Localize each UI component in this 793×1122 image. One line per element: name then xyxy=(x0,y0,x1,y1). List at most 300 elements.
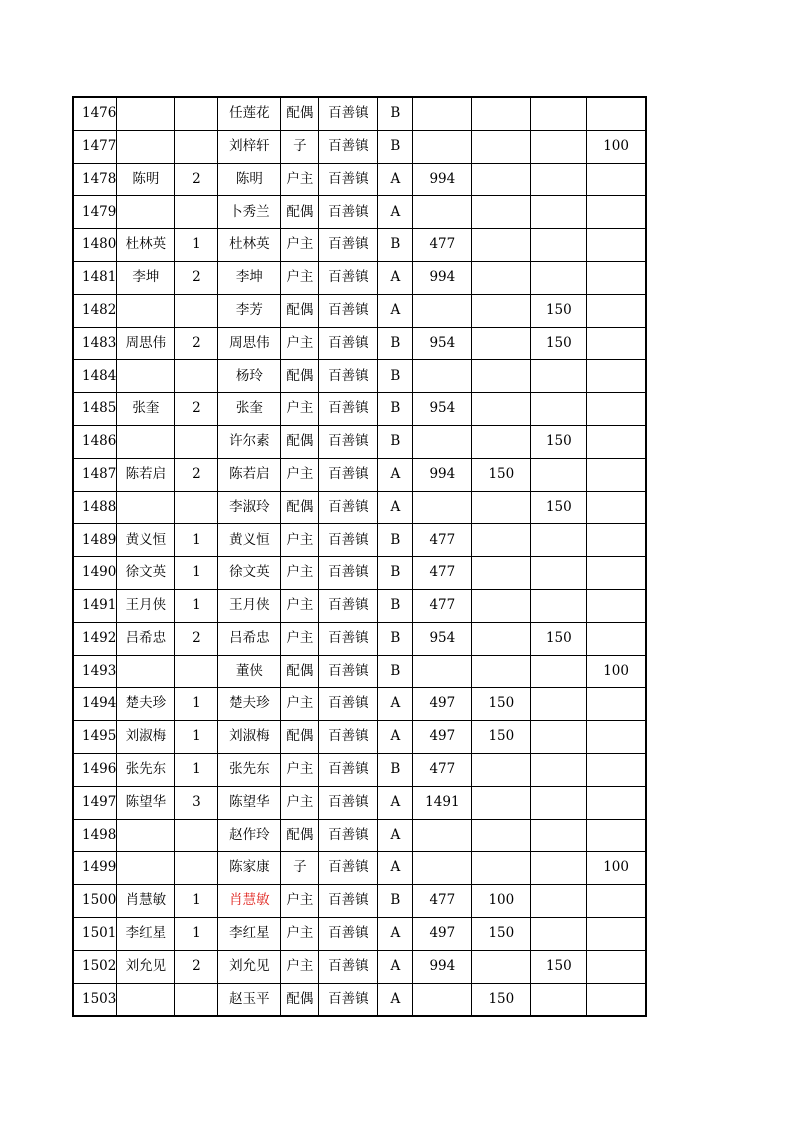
cell-town: 百善镇 xyxy=(319,130,378,163)
cell-town: 百善镇 xyxy=(319,491,378,524)
cell-relation: 配偶 xyxy=(281,294,319,327)
cell-household-size: 2 xyxy=(175,622,218,655)
cell-amount-4 xyxy=(587,557,646,590)
cell-member-name: 张奎 xyxy=(218,393,281,426)
cell-row-number: 1486 xyxy=(73,425,117,458)
cell-amount-4 xyxy=(587,425,646,458)
cell-household-head: 李红星 xyxy=(117,917,175,950)
cell-amount-1: 994 xyxy=(413,950,472,983)
cell-household-head: 楚夫珍 xyxy=(117,688,175,721)
cell-town: 百善镇 xyxy=(319,950,378,983)
cell-row-number: 1499 xyxy=(73,852,117,885)
table-row xyxy=(73,983,646,1016)
cell-household-head xyxy=(117,819,175,852)
cell-amount-4 xyxy=(587,97,646,130)
cell-grade: B xyxy=(378,622,413,655)
cell-relation: 户主 xyxy=(281,458,319,491)
cell-town: 百善镇 xyxy=(319,163,378,196)
cell-member-name: 陈若启 xyxy=(218,458,281,491)
cell-amount-2 xyxy=(472,229,531,262)
cell-amount-2: 150 xyxy=(472,458,531,491)
cell-grade: A xyxy=(378,721,413,754)
cell-amount-4 xyxy=(587,721,646,754)
cell-grade: B xyxy=(378,229,413,262)
cell-amount-4 xyxy=(587,819,646,852)
cell-town: 百善镇 xyxy=(319,97,378,130)
cell-town: 百善镇 xyxy=(319,688,378,721)
cell-household-size xyxy=(175,97,218,130)
cell-grade: A xyxy=(378,163,413,196)
cell-household-size: 1 xyxy=(175,524,218,557)
cell-row-number: 1487 xyxy=(73,458,117,491)
cell-household-head xyxy=(117,491,175,524)
cell-household-size: 2 xyxy=(175,327,218,360)
cell-relation: 户主 xyxy=(281,393,319,426)
cell-amount-2 xyxy=(472,852,531,885)
cell-household-head xyxy=(117,425,175,458)
cell-amount-1: 994 xyxy=(413,458,472,491)
cell-row-number: 1476 xyxy=(73,97,117,130)
cell-grade: A xyxy=(378,852,413,885)
cell-amount-3 xyxy=(531,885,587,918)
cell-amount-3 xyxy=(531,261,587,294)
cell-member-name: 任莲花 xyxy=(218,97,281,130)
cell-amount-2 xyxy=(472,294,531,327)
cell-relation: 户主 xyxy=(281,327,319,360)
cell-amount-2 xyxy=(472,196,531,229)
cell-relation: 配偶 xyxy=(281,819,319,852)
table-body xyxy=(73,97,646,1016)
cell-amount-3: 150 xyxy=(531,491,587,524)
cell-household-head xyxy=(117,983,175,1016)
cell-amount-2 xyxy=(472,261,531,294)
cell-amount-4 xyxy=(587,196,646,229)
cell-household-head: 刘淑梅 xyxy=(117,721,175,754)
cell-row-number: 1485 xyxy=(73,393,117,426)
cell-member-name: 杜林英 xyxy=(218,229,281,262)
cell-household-head xyxy=(117,360,175,393)
cell-amount-1 xyxy=(413,97,472,130)
cell-row-number: 1494 xyxy=(73,688,117,721)
cell-household-head: 张先东 xyxy=(117,753,175,786)
cell-town: 百善镇 xyxy=(319,819,378,852)
cell-member-name: 陈望华 xyxy=(218,786,281,819)
cell-amount-3 xyxy=(531,557,587,590)
cell-member-name: 黄义恒 xyxy=(218,524,281,557)
cell-relation: 配偶 xyxy=(281,425,319,458)
cell-amount-3 xyxy=(531,786,587,819)
cell-household-head xyxy=(117,97,175,130)
cell-household-size xyxy=(175,196,218,229)
cell-member-name: 卜秀兰 xyxy=(218,196,281,229)
cell-household-size xyxy=(175,425,218,458)
cell-household-head: 刘允见 xyxy=(117,950,175,983)
cell-household-head: 陈望华 xyxy=(117,786,175,819)
cell-amount-4: 100 xyxy=(587,130,646,163)
cell-grade: A xyxy=(378,261,413,294)
cell-amount-1 xyxy=(413,983,472,1016)
cell-grade: B xyxy=(378,524,413,557)
cell-amount-1: 954 xyxy=(413,327,472,360)
cell-amount-4 xyxy=(587,589,646,622)
cell-household-size: 1 xyxy=(175,721,218,754)
cell-row-number: 1478 xyxy=(73,163,117,196)
cell-amount-4 xyxy=(587,458,646,491)
cell-household-size: 1 xyxy=(175,229,218,262)
cell-row-number: 1498 xyxy=(73,819,117,852)
cell-amount-4 xyxy=(587,261,646,294)
cell-grade: B xyxy=(378,425,413,458)
cell-amount-2 xyxy=(472,524,531,557)
table-row xyxy=(73,130,646,163)
cell-town: 百善镇 xyxy=(319,294,378,327)
cell-amount-4 xyxy=(587,393,646,426)
cell-town: 百善镇 xyxy=(319,622,378,655)
cell-household-head: 周思伟 xyxy=(117,327,175,360)
cell-town: 百善镇 xyxy=(319,327,378,360)
cell-amount-3 xyxy=(531,360,587,393)
cell-amount-1: 954 xyxy=(413,622,472,655)
cell-row-number: 1500 xyxy=(73,885,117,918)
cell-row-number: 1503 xyxy=(73,983,117,1016)
cell-household-head: 陈明 xyxy=(117,163,175,196)
table-row xyxy=(73,458,646,491)
cell-amount-3 xyxy=(531,589,587,622)
cell-row-number: 1493 xyxy=(73,655,117,688)
cell-member-name: 刘淑梅 xyxy=(218,721,281,754)
cell-member-name: 陈家康 xyxy=(218,852,281,885)
cell-amount-2 xyxy=(472,819,531,852)
cell-household-size: 1 xyxy=(175,557,218,590)
cell-amount-4 xyxy=(587,360,646,393)
cell-household-head: 张奎 xyxy=(117,393,175,426)
cell-grade: A xyxy=(378,786,413,819)
cell-amount-4 xyxy=(587,786,646,819)
cell-amount-2 xyxy=(472,557,531,590)
cell-grade: B xyxy=(378,360,413,393)
cell-amount-2: 100 xyxy=(472,885,531,918)
cell-household-size xyxy=(175,655,218,688)
table-row xyxy=(73,524,646,557)
cell-member-name: 楚夫珍 xyxy=(218,688,281,721)
cell-row-number: 1497 xyxy=(73,786,117,819)
cell-household-head xyxy=(117,196,175,229)
cell-amount-1 xyxy=(413,425,472,458)
table-row xyxy=(73,688,646,721)
cell-amount-4: 100 xyxy=(587,852,646,885)
cell-amount-2 xyxy=(472,360,531,393)
cell-member-name: 张先东 xyxy=(218,753,281,786)
cell-amount-3 xyxy=(531,196,587,229)
cell-row-number: 1484 xyxy=(73,360,117,393)
cell-relation: 户主 xyxy=(281,229,319,262)
table-row xyxy=(73,655,646,688)
cell-household-head xyxy=(117,655,175,688)
cell-relation: 户主 xyxy=(281,917,319,950)
cell-amount-3 xyxy=(531,229,587,262)
cell-household-head: 杜林英 xyxy=(117,229,175,262)
cell-row-number: 1477 xyxy=(73,130,117,163)
cell-grade: B xyxy=(378,97,413,130)
cell-household-size: 1 xyxy=(175,589,218,622)
cell-grade: B xyxy=(378,885,413,918)
cell-member-name: 李红星 xyxy=(218,917,281,950)
cell-amount-2 xyxy=(472,163,531,196)
table-row xyxy=(73,819,646,852)
cell-member-name: 杨玲 xyxy=(218,360,281,393)
cell-amount-4 xyxy=(587,950,646,983)
cell-amount-1: 994 xyxy=(413,261,472,294)
cell-town: 百善镇 xyxy=(319,229,378,262)
cell-amount-1 xyxy=(413,196,472,229)
table-row xyxy=(73,753,646,786)
cell-grade: A xyxy=(378,294,413,327)
cell-relation: 户主 xyxy=(281,950,319,983)
cell-amount-2 xyxy=(472,655,531,688)
cell-amount-1 xyxy=(413,819,472,852)
cell-row-number: 1501 xyxy=(73,917,117,950)
cell-household-size xyxy=(175,852,218,885)
cell-relation: 户主 xyxy=(281,261,319,294)
cell-relation: 户主 xyxy=(281,622,319,655)
cell-town: 百善镇 xyxy=(319,196,378,229)
cell-amount-4 xyxy=(587,163,646,196)
cell-row-number: 1502 xyxy=(73,950,117,983)
cell-amount-1 xyxy=(413,294,472,327)
cell-amount-1 xyxy=(413,491,472,524)
cell-amount-1: 1491 xyxy=(413,786,472,819)
cell-town: 百善镇 xyxy=(319,852,378,885)
cell-relation: 户主 xyxy=(281,885,319,918)
cell-amount-3 xyxy=(531,852,587,885)
cell-amount-4 xyxy=(587,491,646,524)
cell-relation: 子 xyxy=(281,130,319,163)
cell-row-number: 1490 xyxy=(73,557,117,590)
cell-relation: 配偶 xyxy=(281,491,319,524)
cell-relation: 户主 xyxy=(281,688,319,721)
cell-household-size xyxy=(175,983,218,1016)
cell-amount-4 xyxy=(587,885,646,918)
cell-relation: 配偶 xyxy=(281,721,319,754)
cell-member-name: 刘梓轩 xyxy=(218,130,281,163)
cell-household-size: 2 xyxy=(175,950,218,983)
cell-relation: 配偶 xyxy=(281,196,319,229)
cell-relation: 户主 xyxy=(281,163,319,196)
table-row xyxy=(73,360,646,393)
cell-amount-3: 150 xyxy=(531,294,587,327)
cell-grade: B xyxy=(378,557,413,590)
cell-amount-3: 150 xyxy=(531,425,587,458)
cell-town: 百善镇 xyxy=(319,786,378,819)
cell-member-name: 徐文英 xyxy=(218,557,281,590)
cell-amount-4 xyxy=(587,327,646,360)
cell-town: 百善镇 xyxy=(319,885,378,918)
table-row xyxy=(73,885,646,918)
cell-household-size: 2 xyxy=(175,163,218,196)
cell-town: 百善镇 xyxy=(319,524,378,557)
cell-row-number: 1496 xyxy=(73,753,117,786)
cell-grade: A xyxy=(378,491,413,524)
cell-town: 百善镇 xyxy=(319,393,378,426)
cell-amount-2 xyxy=(472,786,531,819)
cell-amount-2 xyxy=(472,622,531,655)
cell-relation: 配偶 xyxy=(281,360,319,393)
cell-grade: B xyxy=(378,393,413,426)
table-row xyxy=(73,852,646,885)
cell-household-size xyxy=(175,491,218,524)
cell-amount-1: 477 xyxy=(413,885,472,918)
cell-member-name: 吕希忠 xyxy=(218,622,281,655)
cell-amount-3 xyxy=(531,688,587,721)
cell-household-size xyxy=(175,360,218,393)
cell-amount-2: 150 xyxy=(472,721,531,754)
cell-amount-1: 477 xyxy=(413,557,472,590)
cell-town: 百善镇 xyxy=(319,261,378,294)
cell-amount-3 xyxy=(531,393,587,426)
cell-amount-4 xyxy=(587,753,646,786)
cell-household-head xyxy=(117,294,175,327)
cell-amount-2: 150 xyxy=(472,917,531,950)
table-row xyxy=(73,491,646,524)
cell-amount-1: 477 xyxy=(413,524,472,557)
cell-household-size: 2 xyxy=(175,261,218,294)
cell-grade: A xyxy=(378,983,413,1016)
cell-household-size xyxy=(175,130,218,163)
cell-amount-2 xyxy=(472,130,531,163)
cell-member-name: 刘允见 xyxy=(218,950,281,983)
cell-household-head: 李坤 xyxy=(117,261,175,294)
cell-amount-3 xyxy=(531,819,587,852)
cell-town: 百善镇 xyxy=(319,425,378,458)
cell-grade: B xyxy=(378,589,413,622)
table-row xyxy=(73,261,646,294)
cell-town: 百善镇 xyxy=(319,917,378,950)
cell-household-size xyxy=(175,294,218,327)
cell-amount-3 xyxy=(531,917,587,950)
cell-household-size: 1 xyxy=(175,917,218,950)
cell-town: 百善镇 xyxy=(319,360,378,393)
cell-town: 百善镇 xyxy=(319,458,378,491)
table-row xyxy=(73,163,646,196)
table-row xyxy=(73,950,646,983)
cell-household-size xyxy=(175,819,218,852)
cell-row-number: 1479 xyxy=(73,196,117,229)
cell-town: 百善镇 xyxy=(319,655,378,688)
cell-row-number: 1488 xyxy=(73,491,117,524)
cell-household-head: 吕希忠 xyxy=(117,622,175,655)
cell-amount-4: 100 xyxy=(587,655,646,688)
cell-relation: 户主 xyxy=(281,753,319,786)
cell-grade: A xyxy=(378,688,413,721)
table-row xyxy=(73,917,646,950)
cell-town: 百善镇 xyxy=(319,557,378,590)
cell-amount-1 xyxy=(413,852,472,885)
cell-household-head: 肖慧敏 xyxy=(117,885,175,918)
cell-household-size: 2 xyxy=(175,458,218,491)
cell-amount-3 xyxy=(531,97,587,130)
table-row xyxy=(73,786,646,819)
cell-household-head xyxy=(117,852,175,885)
cell-relation: 户主 xyxy=(281,786,319,819)
table-row xyxy=(73,294,646,327)
cell-row-number: 1489 xyxy=(73,524,117,557)
cell-amount-4 xyxy=(587,688,646,721)
cell-amount-2 xyxy=(472,950,531,983)
cell-amount-3: 150 xyxy=(531,327,587,360)
cell-amount-1: 954 xyxy=(413,393,472,426)
cell-amount-2: 150 xyxy=(472,983,531,1016)
cell-amount-2: 150 xyxy=(472,688,531,721)
cell-amount-3 xyxy=(531,130,587,163)
cell-amount-1: 497 xyxy=(413,917,472,950)
cell-amount-1: 477 xyxy=(413,229,472,262)
cell-town: 百善镇 xyxy=(319,589,378,622)
cell-amount-2 xyxy=(472,393,531,426)
cell-member-name: 赵作玲 xyxy=(218,819,281,852)
cell-amount-2 xyxy=(472,491,531,524)
cell-member-name: 肖慧敏 xyxy=(218,885,281,918)
cell-amount-3 xyxy=(531,721,587,754)
cell-relation: 户主 xyxy=(281,557,319,590)
table-row xyxy=(73,229,646,262)
cell-member-name: 周思伟 xyxy=(218,327,281,360)
cell-grade: A xyxy=(378,819,413,852)
cell-household-head: 陈若启 xyxy=(117,458,175,491)
cell-amount-3 xyxy=(531,524,587,557)
cell-household-head: 黄义恒 xyxy=(117,524,175,557)
cell-amount-1 xyxy=(413,360,472,393)
cell-amount-1: 994 xyxy=(413,163,472,196)
cell-member-name: 董侠 xyxy=(218,655,281,688)
table-row xyxy=(73,196,646,229)
cell-amount-1 xyxy=(413,655,472,688)
cell-amount-4 xyxy=(587,622,646,655)
roster-sheet xyxy=(72,96,647,1017)
cell-amount-1: 497 xyxy=(413,721,472,754)
cell-member-name: 李坤 xyxy=(218,261,281,294)
cell-amount-3 xyxy=(531,163,587,196)
cell-amount-4 xyxy=(587,294,646,327)
cell-relation: 配偶 xyxy=(281,97,319,130)
cell-town: 百善镇 xyxy=(319,983,378,1016)
cell-household-head: 徐文英 xyxy=(117,557,175,590)
cell-amount-3: 150 xyxy=(531,950,587,983)
cell-row-number: 1491 xyxy=(73,589,117,622)
table-row xyxy=(73,327,646,360)
cell-amount-2 xyxy=(472,425,531,458)
cell-amount-1 xyxy=(413,130,472,163)
cell-relation: 子 xyxy=(281,852,319,885)
cell-relation: 户主 xyxy=(281,524,319,557)
cell-grade: A xyxy=(378,917,413,950)
cell-amount-1: 497 xyxy=(413,688,472,721)
cell-row-number: 1480 xyxy=(73,229,117,262)
cell-amount-4 xyxy=(587,524,646,557)
cell-household-size: 1 xyxy=(175,753,218,786)
cell-amount-4 xyxy=(587,917,646,950)
cell-row-number: 1483 xyxy=(73,327,117,360)
table-row xyxy=(73,721,646,754)
cell-town: 百善镇 xyxy=(319,721,378,754)
table-row xyxy=(73,393,646,426)
cell-household-head: 王月侠 xyxy=(117,589,175,622)
cell-member-name: 许尔素 xyxy=(218,425,281,458)
cell-member-name: 李淑玲 xyxy=(218,491,281,524)
cell-row-number: 1482 xyxy=(73,294,117,327)
roster-table xyxy=(72,96,647,1017)
cell-amount-2 xyxy=(472,97,531,130)
cell-member-name: 陈明 xyxy=(218,163,281,196)
